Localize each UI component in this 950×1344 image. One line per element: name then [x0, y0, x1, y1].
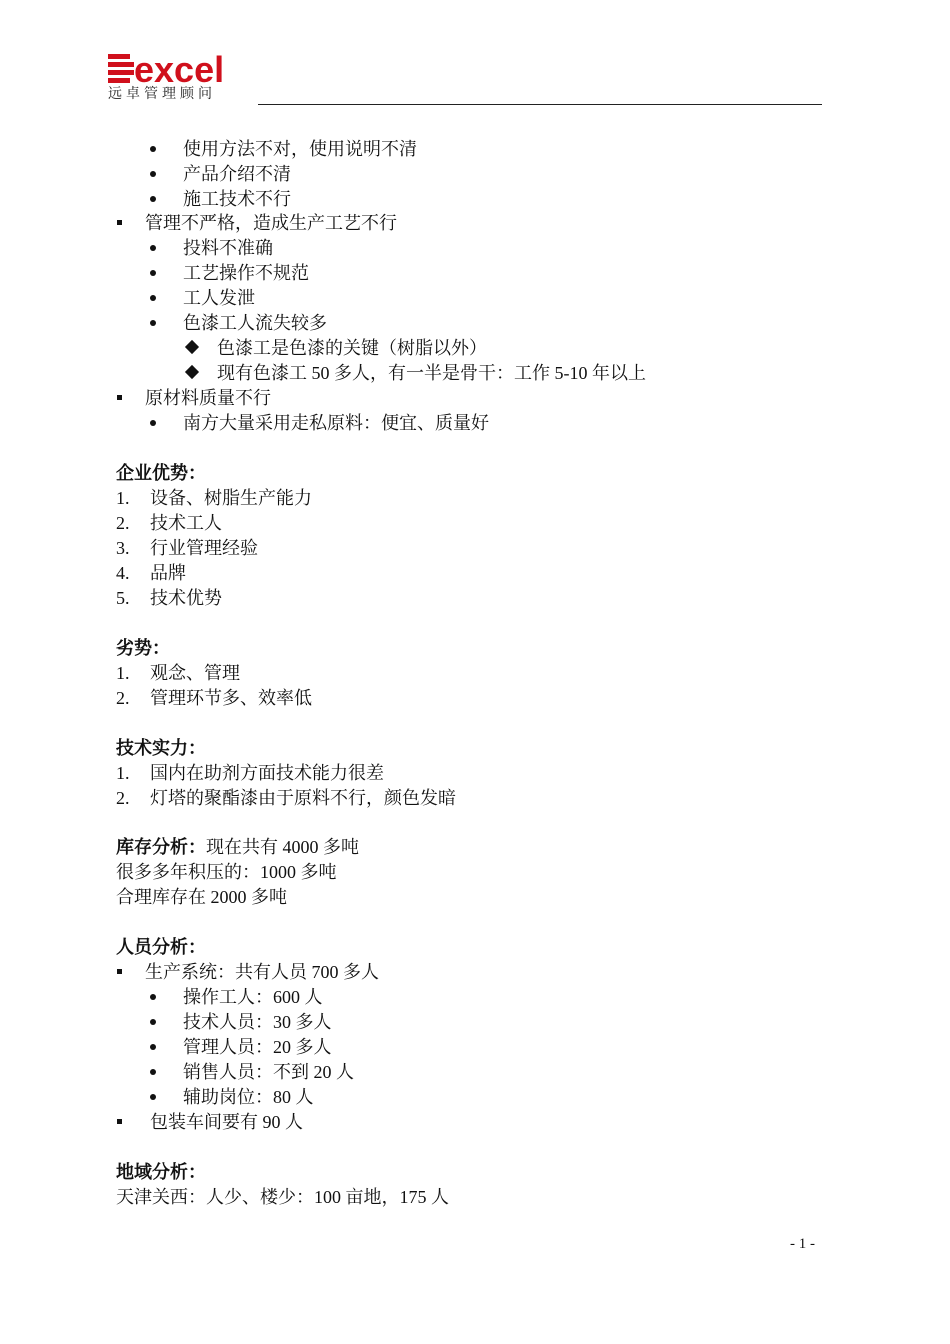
problem-sub-item: 工人发泄 [183, 288, 255, 308]
staff-sub-item: 管理人员：20 多人 [183, 1037, 332, 1057]
problem-sub-item: 使用方法不对，使用说明不清 [183, 139, 417, 159]
staff-sub-item: 销售人员：不到 20 人 [183, 1062, 354, 1082]
list-number: 5. [116, 588, 130, 608]
inventory-line [116, 835, 359, 859]
list-item: 行业管理经验 [150, 538, 258, 558]
logo-word: excel [134, 49, 225, 90]
problem-sub-item: 工艺操作不规范 [183, 263, 309, 283]
company-logo [108, 49, 258, 102]
section-title-region: 地域分析： [116, 1162, 206, 1182]
list-number: 1. [116, 763, 130, 783]
bullet-dot [150, 1094, 156, 1100]
problem-detail-item: 现有色漆工 50 多人，有一半是骨干：工作 5-10 年以上 [217, 363, 646, 383]
list-item: 技术工人 [150, 513, 222, 533]
list-number: 1. [116, 488, 130, 508]
bullet-dot [150, 171, 156, 177]
bullet-square [117, 969, 122, 974]
problem-sub-item: 南方大量采用走私原料：便宜、质量好 [183, 413, 489, 433]
problem-sub-item: 施工技术不行 [183, 189, 291, 209]
bullet-dot [150, 320, 156, 326]
bullet-dot [150, 270, 156, 276]
inventory-detail: 很多多年积压的：1000 多吨 [116, 862, 337, 882]
bullet-square [117, 395, 122, 400]
staff-sub-item: 技术人员：30 多人 [183, 1012, 332, 1032]
list-number: 2. [116, 688, 130, 708]
problem-item: 管理不严格，造成生产工艺不行 [145, 213, 397, 233]
header-rule [258, 104, 822, 105]
bullet-dot [150, 245, 156, 251]
problem-item: 原材料质量不行 [145, 388, 271, 408]
bullet-dot [150, 1069, 156, 1075]
list-item: 品牌 [150, 563, 186, 583]
section-title-inventory: 库存分析： [116, 837, 206, 857]
list-number: 4. [116, 563, 130, 583]
staff-item: 包装车间要有 90 人 [150, 1112, 303, 1132]
logo-mark-icon [108, 54, 134, 84]
problem-sub-item: 色漆工人流失较多 [183, 313, 327, 333]
list-number: 2. [116, 788, 130, 808]
problem-sub-item: 产品介绍不清 [183, 164, 291, 184]
bullet-dot [150, 295, 156, 301]
list-item: 观念、管理 [150, 663, 240, 683]
list-number: 3. [116, 538, 130, 558]
section-title-tech: 技术实力： [116, 738, 206, 758]
list-number: 2. [116, 513, 130, 533]
list-item: 灯塔的聚酯漆由于原料不行，颜色发暗 [150, 788, 456, 808]
bullet-diamond [185, 340, 199, 354]
list-item: 技术优势 [150, 588, 222, 608]
list-item: 设备、树脂生产能力 [150, 488, 312, 508]
region-line: 天津关西：人少、楼少：100 亩地，175 人 [116, 1187, 449, 1207]
logo-subtitle: 远卓管理顾问 [108, 86, 216, 102]
section-title-staff: 人员分析： [116, 937, 206, 957]
section-title-disadvantages: 劣势： [116, 638, 170, 658]
bullet-dot [150, 1019, 156, 1025]
section-title-advantages: 企业优势： [116, 463, 206, 483]
bullet-square [117, 1119, 122, 1124]
problem-sub-item: 投料不准确 [183, 238, 273, 258]
bullet-dot [150, 146, 156, 152]
problem-detail-item: 色漆工是色漆的关键（树脂以外） [217, 338, 487, 358]
staff-sub-item: 操作工人：600 人 [183, 987, 323, 1007]
list-item: 国内在助剂方面技术能力很差 [150, 763, 384, 783]
bullet-square [117, 220, 122, 225]
bullet-dot [150, 420, 156, 426]
inventory-total: 现在共有 4000 多吨 [206, 837, 359, 857]
bullet-diamond [185, 365, 199, 379]
bullet-dot [150, 1044, 156, 1050]
list-number: 1. [116, 663, 130, 683]
inventory-detail: 合理库存在 2000 多吨 [116, 887, 287, 907]
page-number: - 1 - [790, 1236, 815, 1252]
staff-item: 生产系统：共有人员 700 多人 [145, 962, 379, 982]
staff-sub-item: 辅助岗位：80 人 [183, 1087, 314, 1107]
bullet-dot [150, 196, 156, 202]
list-item: 管理环节多、效率低 [150, 688, 312, 708]
bullet-dot [150, 994, 156, 1000]
